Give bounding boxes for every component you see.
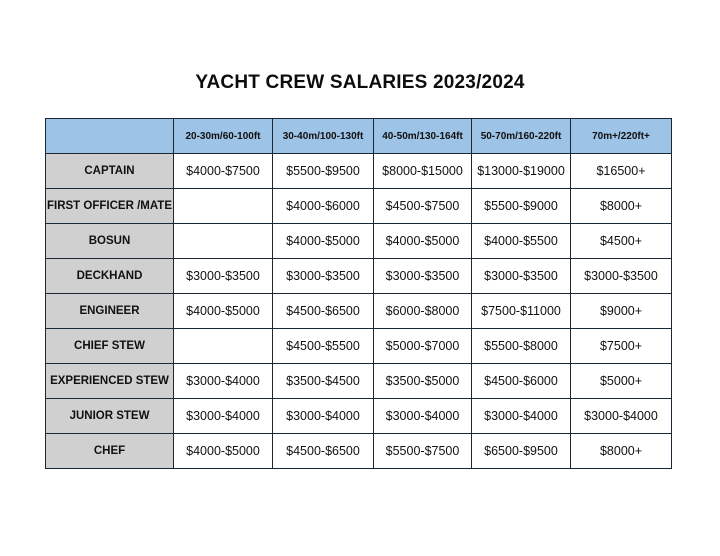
table-cell: $5500-$8000 [472, 329, 571, 364]
row-header: JUNIOR STEW [46, 399, 174, 434]
table-cell: $3000-$3500 [174, 259, 273, 294]
table-cell: $3000-$3500 [374, 259, 472, 294]
table-cell: $4000-$6000 [273, 189, 374, 224]
page-title: YACHT CREW SALARIES 2023/2024 [195, 72, 525, 93]
table-cell: $4000-$5000 [273, 224, 374, 259]
table-cell: $5000+ [571, 364, 672, 399]
table-cell: $4500-$6500 [273, 294, 374, 329]
table-cell: $13000-$19000 [472, 154, 571, 189]
corner-cell [46, 119, 174, 154]
table-cell: $7500-$11000 [472, 294, 571, 329]
header-row [46, 119, 672, 154]
table-cell: $3000-$3500 [273, 259, 374, 294]
table-cell: $3000-$4000 [174, 399, 273, 434]
table-cell: $4500-$7500 [374, 189, 472, 224]
salary-table [45, 118, 672, 469]
row-header: DECKHAND [46, 259, 174, 294]
table-row [46, 434, 672, 469]
table-row [46, 154, 672, 189]
column-header: 20-30m/60-100ft [174, 119, 273, 154]
column-header: 30-40m/100-130ft [273, 119, 374, 154]
table-cell: $3000-$4000 [571, 399, 672, 434]
table-cell [174, 224, 273, 259]
table-cell: $6500-$9500 [472, 434, 571, 469]
table-cell: $16500+ [571, 154, 672, 189]
table-cell: $8000+ [571, 434, 672, 469]
table-cell: $5500-$9000 [472, 189, 571, 224]
table-cell: $4500-$5500 [273, 329, 374, 364]
table-cell: $3000-$3500 [472, 259, 571, 294]
table-cell: $4500-$6000 [472, 364, 571, 399]
table-cell: $3000-$4000 [374, 399, 472, 434]
table-cell: $4000-$5000 [174, 434, 273, 469]
table-cell: $3000-$4000 [472, 399, 571, 434]
table-cell [174, 189, 273, 224]
table-cell: $9000+ [571, 294, 672, 329]
column-header: 50-70m/160-220ft [472, 119, 571, 154]
table-row [46, 364, 672, 399]
table-cell: $5500-$9500 [273, 154, 374, 189]
table-cell: $5000-$7000 [374, 329, 472, 364]
table-row [46, 399, 672, 434]
row-header: ENGINEER [46, 294, 174, 329]
row-header: CHEF [46, 434, 174, 469]
row-header: EXPERIENCED STEW [46, 364, 174, 399]
column-header: 70m+/220ft+ [571, 119, 672, 154]
table-cell: $3500-$5000 [374, 364, 472, 399]
table-row [46, 224, 672, 259]
table-row [46, 259, 672, 294]
row-header: CHIEF STEW [46, 329, 174, 364]
table-cell: $4500-$6500 [273, 434, 374, 469]
table-cell: $3000-$4000 [273, 399, 374, 434]
table-cell: $7500+ [571, 329, 672, 364]
table-cell: $4000-$7500 [174, 154, 273, 189]
table-cell [174, 329, 273, 364]
table-cell: $8000+ [571, 189, 672, 224]
table-row [46, 294, 672, 329]
table-row [46, 329, 672, 364]
table-cell: $4000-$5000 [374, 224, 472, 259]
table-cell: $4000-$5500 [472, 224, 571, 259]
table-row [46, 189, 672, 224]
table-cell: $5500-$7500 [374, 434, 472, 469]
table-cell: $3000-$4000 [174, 364, 273, 399]
table-cell: $4000-$5000 [174, 294, 273, 329]
table-cell: $3000-$3500 [571, 259, 672, 294]
table-cell: $3500-$4500 [273, 364, 374, 399]
table-cell: $4500+ [571, 224, 672, 259]
table-cell: $6000-$8000 [374, 294, 472, 329]
row-header: FIRST OFFICER /MATE [46, 189, 174, 224]
table-cell: $8000-$15000 [374, 154, 472, 189]
column-header: 40-50m/130-164ft [374, 119, 472, 154]
row-header: CAPTAIN [46, 154, 174, 189]
row-header: BOSUN [46, 224, 174, 259]
